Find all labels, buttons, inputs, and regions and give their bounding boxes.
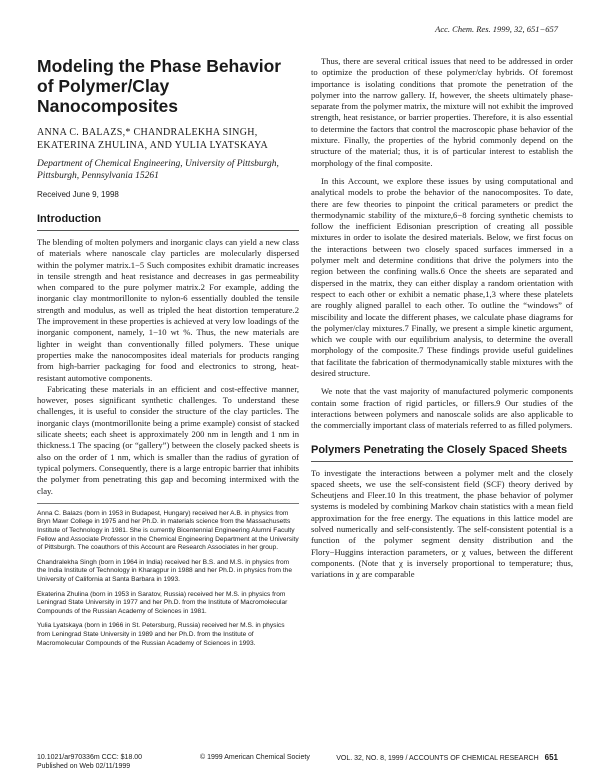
footer-published: Published on Web 02/11/1999 bbox=[37, 763, 131, 770]
section-heading-polymers: Polymers Penetrating the Closely Spaced Sheets bbox=[311, 443, 568, 456]
affiliation: Department of Chemical Engineering, University of Pittsburgh, Pittsburgh, Pennsylvania 15261 bbox=[37, 159, 279, 181]
bio-balazs: Anna C. Balazs (born in 1953 in Budapest, Hungary) received her A.B. in physics from Bryn Mawr College in 1975 and her Ph.D. in materials science from the Massachusetts Institute of Technology in 1981. She is currently Bicentennial Engineering Alumni Faculty Fellow and Associate Professor in the Chemical Engineering Department at the University of Pittsburgh. The coauthors of this Account are Research Associates in her group. bbox=[37, 509, 299, 552]
right-column bbox=[311, 56, 573, 580]
bio-singh: Chandralekha Singh (born in 1964 in India) received her B.S. and M.S. in physics from the India Institute of Technology in Kharagpur in 1988 and her Ph.D. in physics from the University of California at Santa Barbara in 1993. bbox=[37, 558, 292, 583]
intro-paragraph-1: The blending of molten polymers and inorganic clays can yield a new class of materials where nanoscale clay particles are molecularly dispersed within the polymer matrix.1−5 Such composites exhibit dramatic increases in tensile strength and heat resistance and decreases in gas permeability when compared to the pure polymer matrix.2 For example, adding the inorganic clay montmorillonite to nylon-6 essentially doubled the tensile strength and modulus, as well as tripled the heat distortion temperature.2 The improvement in these properties is achieved at very low loadings of the inorganic component, namely, 1−10 wt %. Thus, the new materials are lighter in weight than conventionally filled polymers. These unique properties make the nanocomposites ideal materials for products ranging from high-barrier packaging for food and electronics to strong, heat-resistant automotive components. bbox=[37, 237, 299, 383]
author-list: ANNA C. BALAZS,* CHANDRALEKHA SINGH, EKATERINA ZHULINA, AND YULIA LYATSKAYA bbox=[37, 127, 269, 151]
bio-zhulina: Ekaterina Zhulina (born in 1953 in Saratov, Russia) received her M.S. in physics from Leningrad State University in 1977 and her Ph.D. from the Institute of Macromolecular Compounds of the Russian Academy of Sciences in 1981. bbox=[37, 590, 288, 615]
body-paragraph-2: In this Account, we explore these issues by using computational and analytical models to probe the behavior of the nanocomposites. To date, there are few theories to pinpoint the critical parameters or predict the thermodynamic stability of the mixture,6−8 forcing synthetic chemists to follow the inefficient Edisonian prescription of creating all possible mixtures in order to isolate the desired materials. Below, we first focus on the interactions between two closely spaced surfaces immersed in a polymer melt and determine conditions that drive the polymers into the region between the confining walls.6 Once the sheets are separated and dispersed in the matrix, they can either display a random orientation with respect to each other or exhibit a nematic phase,1,3 where these platelets are roughly aligned parallel to each other. To outline the “windows” of miscibility and locate the different phases, we calculate phase diagrams for the polymer/clay mixtures.7 Finally, we present a simple kinetic argument, which we couple with our equilibrium analysis, to determine the overall morphology of the composite.7 These findings provide useful guidelines that facilitate the fabrication of thermodynamically stable mixtures with the desired structure. bbox=[311, 175, 573, 379]
footer-journal: VOL. 32, NO. 8, 1999 / ACCOUNTS OF CHEMICAL RESEARCH bbox=[336, 755, 539, 762]
intro-paragraph-2: Fabricating these materials in an efficient and cost-effective manner, however, poses significant synthetic challenges. To understand these challenges, it is useful to consider the structure of the clay particles. The inorganic clays (montmorillonite being a prime example) consist of stacked silicate sheets; each sheet is approximately 200 nm in length and 1 nm in thickness.1 The spacing (or “gallery”) between the closely packed sheets is also on the order of 1 nm, which is smaller than the radius of gyration of typical polymers. Consequently, there is a large entropic barrier that inhibits the polymer from penetrating this gap and becoming intermixed with the clay. bbox=[37, 383, 299, 496]
footer-doi-block bbox=[37, 753, 142, 771]
footer-copyright: © 1999 American Chemical Society bbox=[200, 754, 310, 761]
footer-doi: 10.1021/ar970336m CCC: $18.00 bbox=[37, 754, 143, 761]
footer-journal-block bbox=[336, 753, 558, 762]
running-head: Acc. Chem. Res. 1999, 32, 651−657 bbox=[435, 24, 558, 34]
received-date: Received June 9, 1998 bbox=[37, 190, 119, 199]
heading-rule bbox=[37, 230, 299, 231]
heading-rule bbox=[311, 461, 573, 462]
body-paragraph-4: To investigate the interactions between a polymer melt and the closely spaced sheets, we use the self-consistent field (SCF) theory derived by Scheutjens and Fleer.10 In this treatment, the phase behavior of polymer systems is modeled by combining Markov chain statistics with a mean field approximation for the free energy. The equations in this lattice model are solved numerically and self-consistently. The self-consistent potential is a function of the polymer segment density distribution and the Flory−Huggins interaction parameters, or χ values, between the different components. (Note that χ is inversely proportional to temperature; thus, variations in χ are comparable bbox=[311, 467, 573, 580]
page-number: 651 bbox=[544, 753, 558, 762]
bio-separator bbox=[37, 503, 299, 504]
left-column bbox=[37, 56, 299, 654]
bio-lyatskaya: Yulia Lyatskaya (born in 1966 in St. Petersburg, Russia) received her M.S. in physics from Leningrad State University in 1989 and her Ph.D. from the Institute of Macromolecular Compounds of the Russian Academy of Sciences in 1993. bbox=[37, 622, 285, 647]
section-heading-introduction: Introduction bbox=[37, 213, 102, 225]
article-title: Modeling the Phase Behavior of Polymer/Clay Nanocomposites bbox=[37, 56, 282, 116]
body-paragraph-3: We note that the vast majority of manufactured polymeric components contain some fraction of rigid particles, or fillers.9 Our studies of the interactions between polymers and nanoscale solids are also applicable to the commercially important class of materials referred to as filled polymers. bbox=[311, 386, 573, 431]
body-paragraph-1: Thus, there are several critical issues that need to be addressed in order to optimize the production of these polymer/clay hybrids. Of foremost importance is isolating conditions that promote the penetration of the polymer into the narrow gallery. If, however, the sheets ultimately phase-separate from the polymer matrix, the mixture will not exhibit the improved strength, heat resistance, or barrier properties. Therefore, it is also essential to determine the factors that control the macroscopic phase behavior of the mixture. Finally, the properties of the hybrid commonly depend on the structure of the material; thus, it is of particular interest to establish the morphology of the final composite. bbox=[311, 56, 573, 168]
